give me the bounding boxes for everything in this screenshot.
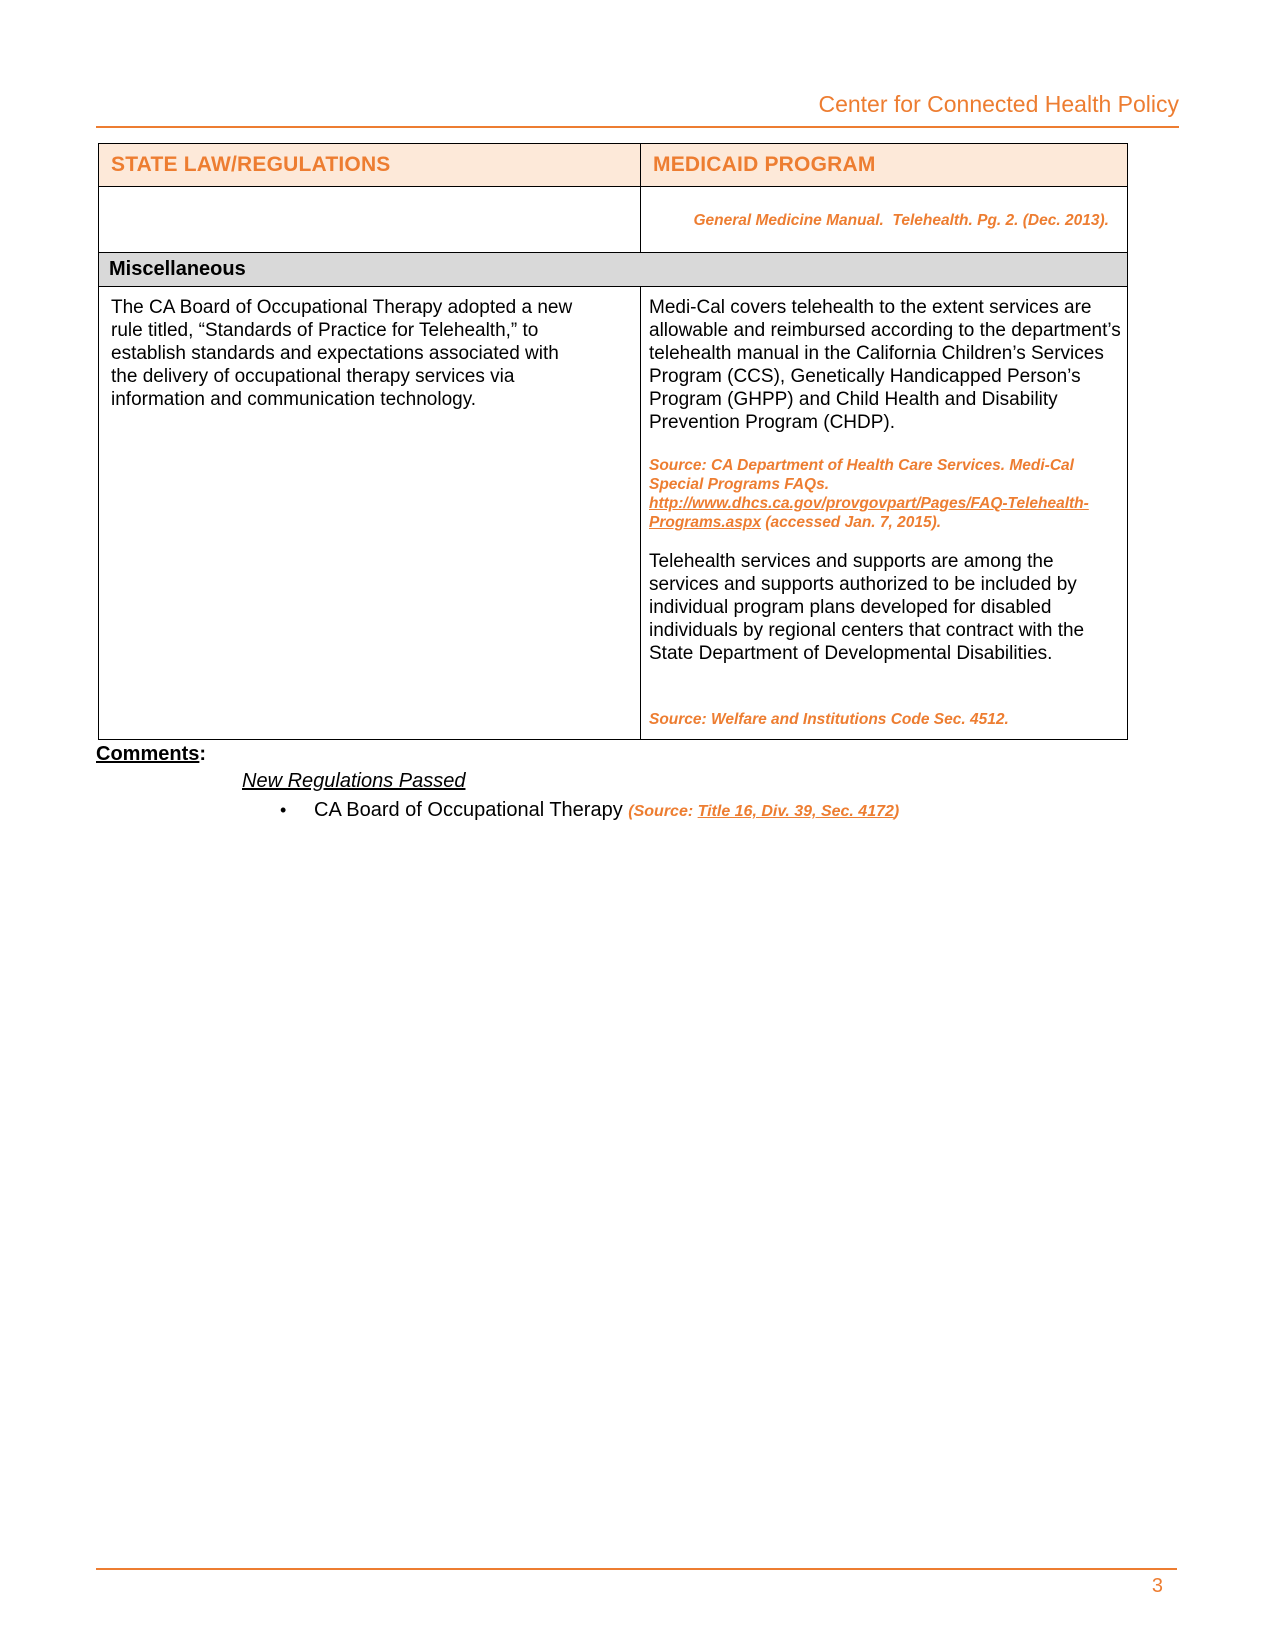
page-title: Center for Connected Health Policy [818,91,1179,117]
column-header-state-law: STATE LAW/REGULATIONS [99,144,641,187]
bullet-source-citation-link[interactable]: Title 16, Div. 39, Sec. 4172 [697,803,894,820]
medicaid-source-1 [649,456,1121,532]
table-header-row [99,144,1128,187]
page-footer [96,1568,1177,1598]
page-header [96,90,1179,128]
carryover-source-text: General Medicine Manual. Telehealth. Pg. 2. (Dec. 2013). [693,212,1109,229]
comments-subheading: New Regulations Passed [242,770,466,792]
medicaid-cell [641,287,1128,740]
state-law-paragraph: The CA Board of Occupational Therapy adopted a new rule titled, “Standards of Practice for Telehealth,” to establish standards and expectations associated with the delivery of occupational therapy services via information and communication technology. [111,297,573,410]
medicaid-source-1-url-link[interactable]: http://www.dhcs.ca.gov/provgovpart/Pages/FAQ-Telehealth-Programs.aspx [649,495,1089,531]
medicaid-paragraph-1: Medi-Cal covers telehealth to the extent services are allowable and reimbursed according to the department’s telehealth manual in the California Children’s Services Program (CCS), Genetically Handicapped Person’s Program (GHPP) and Child Health and Disability Prevention Program (CHDP). [649,297,1121,433]
empty-cell [99,187,641,253]
bullet-icon: • [280,800,287,820]
policy-table [98,143,1128,740]
comments-section [96,742,1179,824]
bullet-source-suffix: ) [893,803,900,820]
section-header-row [99,253,1128,287]
medicaid-source-2: Source: Welfare and Institutions Code Sec. 4512. [649,711,1009,728]
medicaid-source-1-text: Source: CA Department of Health Care Services. Medi-Cal Special Programs FAQs. [649,457,1074,493]
bullet-source [628,803,899,820]
carryover-source-cell [641,187,1128,253]
comments-heading-colon: : [199,743,207,765]
bullet-source-prefix: (Source: [628,803,698,820]
carryover-source-row [99,187,1128,253]
column-header-medicaid: MEDICAID PROGRAM [641,144,1128,187]
medicaid-source-1-accessed: (accessed Jan. 7, 2015). [761,514,942,531]
medicaid-paragraph-2: Telehealth services and supports are among the services and supports authorized to be included by individual program plans developed for disabled individuals by regional centers that contract with the State Department of Developmental Disabilities. [649,551,1085,664]
bullet-text: CA Board of Occupational Therapy [314,799,629,821]
page-number: 3 [1151,1575,1163,1597]
list-item [280,798,1179,824]
section-header-miscellaneous: Miscellaneous [99,253,1128,287]
comments-heading-text: Comments [96,743,200,765]
bullet-text-wrap [314,798,899,824]
table-row [99,287,1128,740]
comments-heading [96,742,1179,766]
state-law-cell [99,287,641,740]
